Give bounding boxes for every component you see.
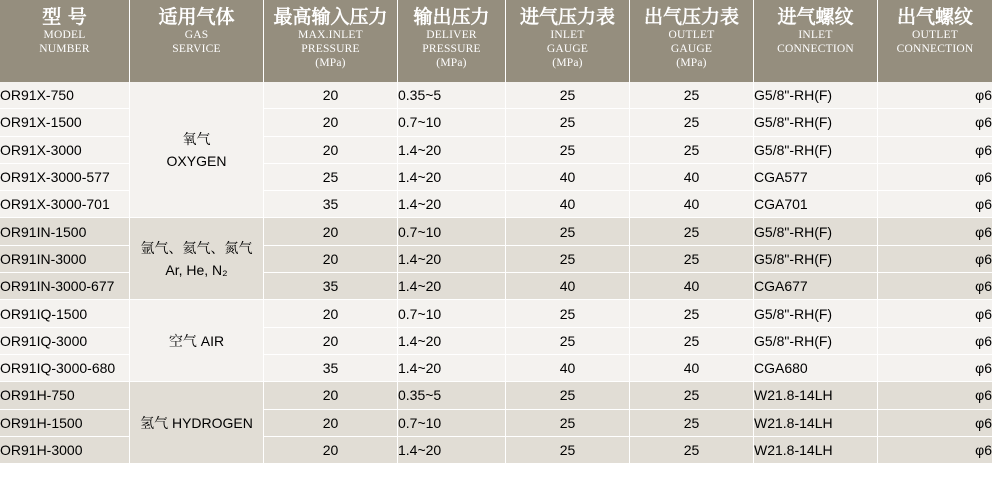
inlet-gauge-cell: 40 <box>506 164 630 191</box>
table-row <box>0 300 992 327</box>
outlet-gauge-cell: 40 <box>630 164 754 191</box>
deliver-cell: 0.35~5 <box>398 82 506 109</box>
deliver-cell: 0.35~5 <box>398 382 506 409</box>
header-outlet-gauge <box>630 0 754 82</box>
inlet-connection-cell: CGA577 <box>754 164 878 191</box>
outlet-gauge-cell: 40 <box>630 355 754 382</box>
deliver-cell: 1.4~20 <box>398 328 506 355</box>
header-en: OUTLET <box>668 29 715 41</box>
header-deliver-pressure <box>398 0 506 82</box>
deliver-cell: 0.7~10 <box>398 218 506 245</box>
max-inlet-cell: 20 <box>264 328 398 355</box>
gas-cell-air <box>130 300 264 382</box>
model-cell: OR91X-750 <box>0 82 130 109</box>
header-zh: 进气螺纹 <box>777 6 854 28</box>
inlet-connection-cell: G5/8"-RH(F) <box>754 82 878 109</box>
deliver-cell: 1.4~20 <box>398 191 506 218</box>
model-cell: OR91H-750 <box>0 382 130 409</box>
max-inlet-cell: 20 <box>264 218 398 245</box>
inlet-gauge-cell: 25 <box>506 382 630 409</box>
header-en: INLET <box>798 29 833 41</box>
header-zh: 输出压力 <box>413 6 490 28</box>
header-en: (MPa) <box>552 57 583 69</box>
outlet-connection-cell: φ6 <box>878 382 992 409</box>
header-outlet-connection <box>878 0 992 82</box>
header-en: CONNECTION <box>896 43 974 55</box>
header-inlet-connection <box>754 0 878 82</box>
outlet-gauge-cell: 25 <box>630 328 754 355</box>
inlet-gauge-cell: 40 <box>506 355 630 382</box>
model-cell: OR91IN-1500 <box>0 218 130 245</box>
outlet-gauge-cell: 25 <box>630 300 754 327</box>
inlet-gauge-cell: 40 <box>506 191 630 218</box>
max-inlet-cell: 35 <box>264 273 398 300</box>
header-zh: 最高输入压力 <box>273 6 388 28</box>
header-zh: 出气螺纹 <box>896 6 973 28</box>
max-inlet-cell: 20 <box>264 82 398 109</box>
inlet-connection-cell: G5/8"-RH(F) <box>754 246 878 273</box>
inlet-gauge-cell: 25 <box>506 246 630 273</box>
outlet-gauge-cell: 25 <box>630 382 754 409</box>
inlet-gauge-cell: 25 <box>506 437 630 464</box>
outlet-gauge-cell: 25 <box>630 109 754 136</box>
header-row <box>0 0 992 82</box>
max-inlet-cell: 20 <box>264 246 398 273</box>
outlet-connection-cell: φ6 <box>878 109 992 136</box>
header-zh: 出气压力表 <box>643 6 739 28</box>
header-en: INLET <box>550 29 585 41</box>
gas-label-zh: 氩气、氦气、氮气 <box>140 239 253 256</box>
model-cell: OR91IN-3000 <box>0 246 130 273</box>
deliver-cell: 1.4~20 <box>398 137 506 164</box>
model-cell: OR91IQ-1500 <box>0 300 130 327</box>
inlet-connection-cell: W21.8-14LH <box>754 410 878 437</box>
outlet-gauge-cell: 25 <box>630 218 754 245</box>
outlet-connection-cell: φ6 <box>878 164 992 191</box>
inlet-connection-cell: W21.8-14LH <box>754 437 878 464</box>
deliver-cell: 1.4~20 <box>398 246 506 273</box>
deliver-cell: 1.4~20 <box>398 164 506 191</box>
gas-label-en: Ar, He, N₂ <box>165 261 228 278</box>
outlet-connection-cell: φ6 <box>878 246 992 273</box>
inlet-connection-cell: CGA680 <box>754 355 878 382</box>
header-model-number <box>0 0 130 82</box>
header-gas-service <box>130 0 264 82</box>
model-cell: OR91IN-3000-677 <box>0 273 130 300</box>
outlet-connection-cell: φ6 <box>878 410 992 437</box>
header-en: MAX.INLET <box>298 29 363 41</box>
inlet-gauge-cell: 40 <box>506 273 630 300</box>
inlet-connection-cell: G5/8"-RH(F) <box>754 300 878 327</box>
deliver-cell: 1.4~20 <box>398 355 506 382</box>
deliver-cell: 1.4~20 <box>398 273 506 300</box>
model-cell: OR91IQ-3000 <box>0 328 130 355</box>
header-en: (MPa) <box>315 57 346 69</box>
max-inlet-cell: 20 <box>264 382 398 409</box>
deliver-cell: 0.7~10 <box>398 410 506 437</box>
gas-label: 空气 AIR <box>168 332 225 349</box>
outlet-connection-cell: φ6 <box>878 437 992 464</box>
table-row <box>0 382 992 409</box>
header-en: CONNECTION <box>777 43 854 55</box>
max-inlet-cell: 20 <box>264 137 398 164</box>
model-cell: OR91X-1500 <box>0 109 130 136</box>
gas-label-zh: 氧气 <box>182 130 211 147</box>
deliver-cell: 1.4~20 <box>398 437 506 464</box>
max-inlet-cell: 20 <box>264 410 398 437</box>
model-cell: OR91IQ-3000-680 <box>0 355 130 382</box>
outlet-connection-cell: φ6 <box>878 191 992 218</box>
inlet-gauge-cell: 25 <box>506 328 630 355</box>
max-inlet-cell: 25 <box>264 164 398 191</box>
inlet-gauge-cell: 25 <box>506 410 630 437</box>
inlet-connection-cell: G5/8"-RH(F) <box>754 109 878 136</box>
header-en: (MPa) <box>436 57 467 69</box>
header-en: OUTLET <box>912 29 958 41</box>
deliver-cell: 0.7~10 <box>398 300 506 327</box>
outlet-gauge-cell: 40 <box>630 191 754 218</box>
model-cell: OR91X-3000-577 <box>0 164 130 191</box>
inlet-gauge-cell: 25 <box>506 137 630 164</box>
table-row <box>0 218 992 245</box>
inlet-connection-cell: G5/8"-RH(F) <box>754 218 878 245</box>
header-en: GAS <box>184 29 209 41</box>
outlet-gauge-cell: 25 <box>630 137 754 164</box>
outlet-connection-cell: φ6 <box>878 137 992 164</box>
outlet-gauge-cell: 25 <box>630 410 754 437</box>
inlet-gauge-cell: 25 <box>506 82 630 109</box>
header-en: PRESSURE <box>301 43 360 55</box>
gas-cell-hydrogen <box>130 382 264 464</box>
gas-cell-oxygen <box>130 82 264 218</box>
max-inlet-cell: 35 <box>264 191 398 218</box>
outlet-connection-cell: φ6 <box>878 355 992 382</box>
header-inlet-gauge <box>506 0 630 82</box>
outlet-connection-cell: φ6 <box>878 218 992 245</box>
inlet-connection-cell: W21.8-14LH <box>754 382 878 409</box>
gas-label: 氢气 HYDROGEN <box>140 414 253 431</box>
header-en: MODEL <box>43 29 86 41</box>
max-inlet-cell: 35 <box>264 355 398 382</box>
deliver-cell: 0.7~10 <box>398 109 506 136</box>
model-cell: OR91H-1500 <box>0 410 130 437</box>
table-body <box>0 82 992 464</box>
model-cell: OR91X-3000 <box>0 137 130 164</box>
header-en: DELIVER <box>426 29 477 41</box>
outlet-gauge-cell: 25 <box>630 246 754 273</box>
inlet-gauge-cell: 25 <box>506 109 630 136</box>
model-cell: OR91H-3000 <box>0 437 130 464</box>
max-inlet-cell: 20 <box>264 437 398 464</box>
gas-label-en: OXYGEN <box>166 152 227 169</box>
outlet-connection-cell: φ6 <box>878 82 992 109</box>
header-zh: 适用气体 <box>158 6 235 28</box>
inlet-connection-cell: CGA701 <box>754 191 878 218</box>
gas-cell-inert <box>130 218 264 300</box>
inlet-connection-cell: CGA677 <box>754 273 878 300</box>
header-zh: 进气压力表 <box>519 6 615 28</box>
outlet-gauge-cell: 40 <box>630 273 754 300</box>
model-cell: OR91X-3000-701 <box>0 191 130 218</box>
outlet-connection-cell: φ6 <box>878 300 992 327</box>
max-inlet-cell: 20 <box>264 109 398 136</box>
header-en: GAUGE <box>546 43 589 55</box>
outlet-connection-cell: φ6 <box>878 273 992 300</box>
inlet-connection-cell: G5/8"-RH(F) <box>754 137 878 164</box>
outlet-gauge-cell: 25 <box>630 82 754 109</box>
header-en: NUMBER <box>39 43 90 55</box>
header-en: PRESSURE <box>422 43 481 55</box>
outlet-gauge-cell: 25 <box>630 437 754 464</box>
max-inlet-cell: 20 <box>264 300 398 327</box>
header-en: GAUGE <box>670 43 713 55</box>
header-max-inlet-pressure <box>264 0 398 82</box>
table-row <box>0 82 992 109</box>
header-zh: 型 号 <box>42 6 87 28</box>
outlet-connection-cell: φ6 <box>878 328 992 355</box>
inlet-gauge-cell: 25 <box>506 218 630 245</box>
inlet-gauge-cell: 25 <box>506 300 630 327</box>
inlet-connection-cell: G5/8"-RH(F) <box>754 328 878 355</box>
table-header <box>0 0 992 82</box>
header-en: SERVICE <box>172 43 221 55</box>
header-en: (MPa) <box>676 57 707 69</box>
